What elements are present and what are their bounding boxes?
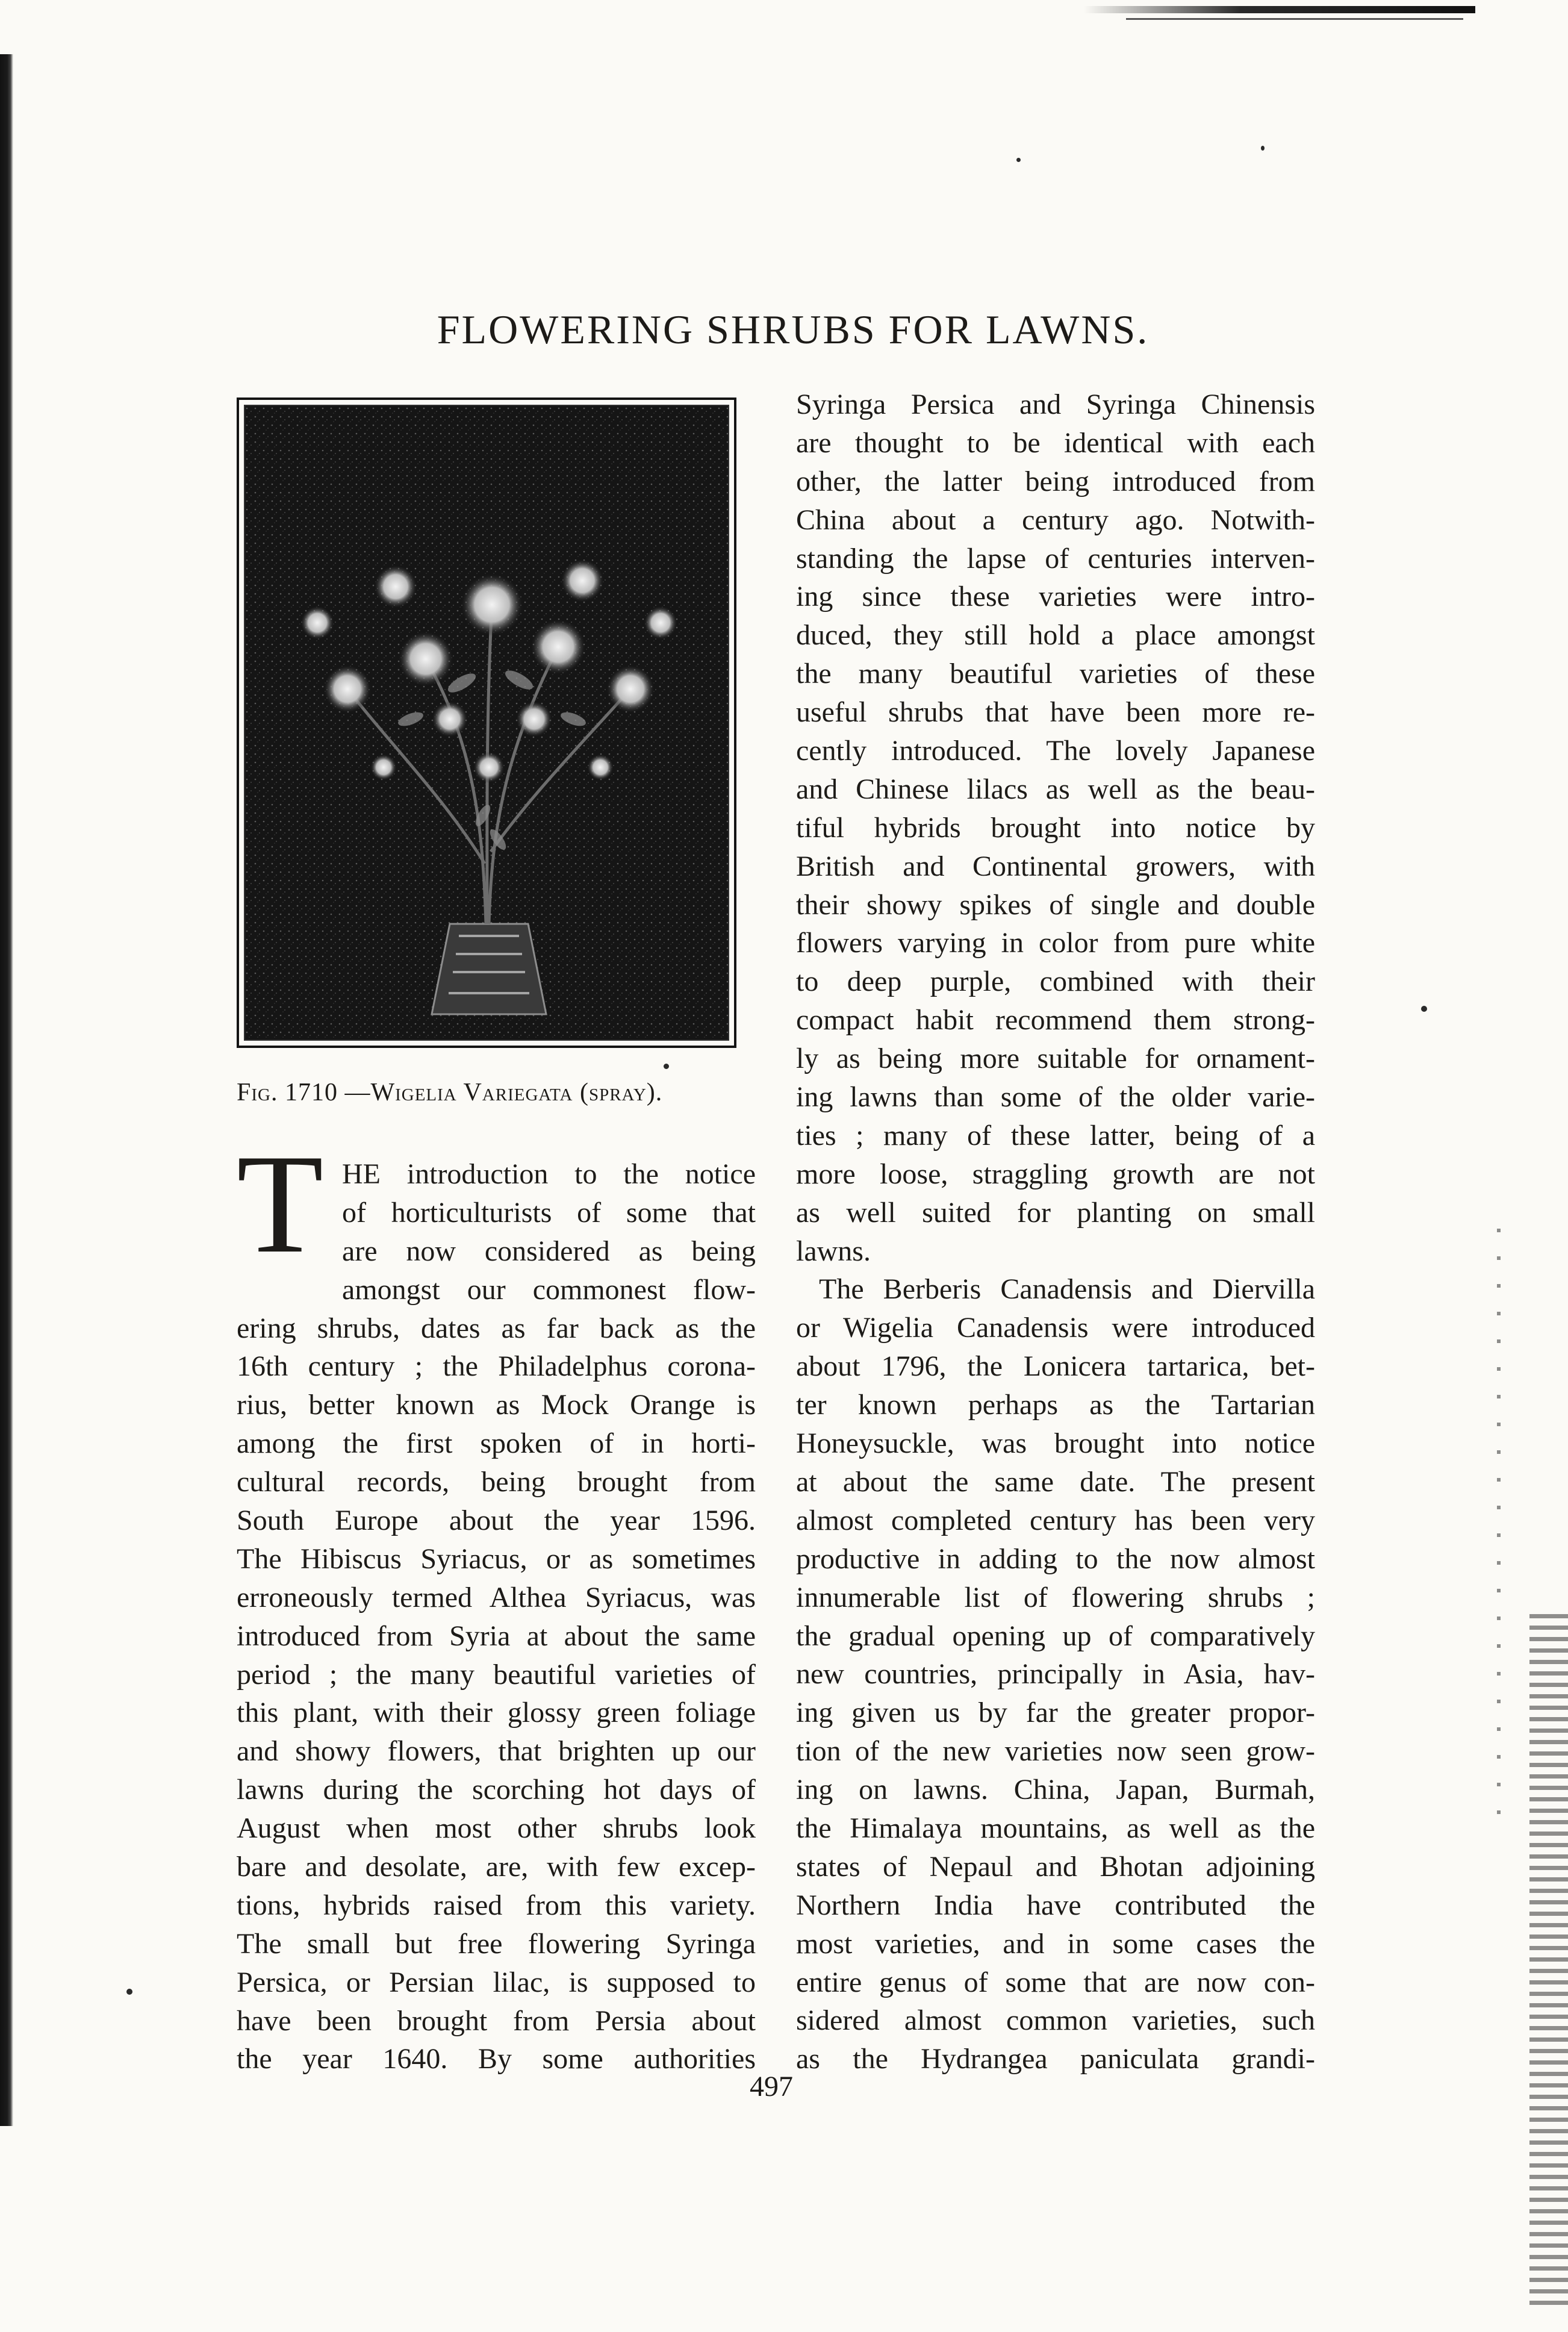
text-line: ly as being more suitable for ornament- — [796, 1043, 1315, 1075]
text-line: flowers varying in color from pure white — [796, 927, 1315, 959]
text-line: most varieties, and in some cases the — [796, 1927, 1315, 1960]
text-line: useful shrubs that have been more re- — [796, 696, 1315, 729]
text-line: and showy flowers, that brighten up our — [237, 1735, 756, 1768]
text-line: introduced from Syria at about the same — [237, 1620, 756, 1652]
text-line: sidered almost common varieties, such — [796, 2004, 1315, 2037]
text-line: ing lawns than some of the older varie- — [796, 1081, 1315, 1114]
text-line: Northern India have contributed the — [796, 1889, 1315, 1921]
text-line: ing on lawns. China, Japan, Burmah, — [796, 1774, 1315, 1806]
figure-caption-name: Wigelia Variegata (spray). — [370, 1079, 663, 1106]
text-line: of horticulturists of some that — [342, 1196, 756, 1229]
scan-edge-top-line — [1126, 18, 1463, 20]
text-line: 16th century ; the Philadelphus corona- — [237, 1350, 756, 1383]
text-line: are thought to be identical with each — [796, 426, 1315, 459]
text-line: ering shrubs, dates as far back as the — [237, 1312, 756, 1344]
text-line: China about a century ago. Notwith- — [796, 504, 1315, 536]
scan-edge-top — [1084, 6, 1475, 13]
text-line: the gradual opening up of comparatively — [796, 1620, 1315, 1652]
text-line: states of Nepaul and Bhotan adjoining — [796, 1850, 1315, 1883]
text-line: to deep purple, combined with their — [796, 965, 1315, 998]
text-line: ing given us by far the greater propor- — [796, 1697, 1315, 1729]
text-line: period ; the many beautiful varieties of — [237, 1658, 756, 1691]
scan-edge-right — [1529, 1614, 1568, 2307]
text-line: and Chinese lilacs as well as the beau- — [796, 773, 1315, 805]
text-line: at about the same date. The present — [796, 1465, 1315, 1498]
text-line: The Hibiscus Syriacus, or as sometimes — [237, 1542, 756, 1575]
text-line: tions, hybrids raised from this variety. — [237, 1889, 756, 1921]
figure-caption — [237, 1078, 754, 1107]
text-line: as well suited for planting on small — [796, 1196, 1315, 1229]
text-line: tiful hybrids brought into notice by — [796, 811, 1315, 844]
text-line: August when most other shrubs look — [237, 1812, 756, 1845]
text-line: have been brought from Persia about — [237, 2004, 756, 2037]
text-line: bare and desolate, are, with few excep- — [237, 1851, 756, 1883]
text-line: amongst our commonest flow- — [342, 1273, 756, 1306]
text-line: other, the latter being introduced from — [796, 465, 1315, 497]
text-line: their showy spikes of single and double — [796, 888, 1315, 921]
text-line: cently introduced. The lovely Japanese — [796, 735, 1315, 767]
figure-illustration — [237, 398, 736, 1048]
text-line: the many beautiful varieties of these — [796, 658, 1315, 690]
text-line: almost completed century has been very — [796, 1504, 1315, 1536]
text-line: as the Hydrangea paniculata grandi- — [796, 2043, 1315, 2075]
text-line: Persica, or Persian lilac, is supposed to — [237, 1966, 756, 1998]
text-line: The small but free flowering Syringa — [237, 1927, 756, 1960]
text-line: erroneously termed Althea Syriacus, was — [237, 1581, 756, 1613]
page-number: 497 — [750, 2071, 793, 2103]
text-line: compact habit recommend them strong- — [796, 1004, 1315, 1037]
text-line: tion of the new varieties now seen grow- — [796, 1735, 1315, 1768]
text-line: the year 1640. By some authorities — [237, 2043, 756, 2075]
text-line: about 1796, the Lonicera tartarica, bet- — [796, 1350, 1315, 1383]
text-line: ter known perhaps as the Tartarian — [796, 1389, 1315, 1421]
text-line: cultural records, being brought from — [237, 1466, 756, 1498]
text-line: South Europe about the year 1596. — [237, 1504, 756, 1537]
figure-caption-prefix: Fig. 1710 — — [237, 1079, 371, 1106]
scan-dots-right — [1497, 1229, 1501, 1831]
drop-cap-letter: T — [237, 1126, 324, 1283]
text-line: standing the lapse of centuries interven- — [796, 542, 1315, 575]
text-line: lawns. — [796, 1235, 871, 1267]
wigelia-spray-engraving — [245, 406, 729, 1041]
text-line: HE introduction to the notice — [342, 1158, 756, 1190]
text-line: Syringa Persica and Syringa Chinensis — [796, 388, 1315, 420]
text-line: The Berberis Canadensis and Diervilla — [819, 1273, 1315, 1306]
text-line: or Wigelia Canadensis were introduced — [796, 1312, 1315, 1344]
left-column-text — [237, 1155, 756, 2078]
scan-edge-left — [0, 54, 13, 2126]
text-line: productive in adding to the now almost — [796, 1542, 1315, 1575]
text-line: ing since these varieties were intro- — [796, 581, 1315, 613]
text-line: more loose, straggling growth are not — [796, 1158, 1315, 1190]
text-line: the Himalaya mountains, as well as the — [796, 1812, 1315, 1844]
text-line: innumerable list of flowering shrubs ; — [796, 1581, 1315, 1613]
text-line: new countries, principally in Asia, hav- — [796, 1658, 1315, 1691]
text-line: among the first spoken of in horti- — [237, 1427, 756, 1460]
text-line: rius, better known as Mock Orange is — [237, 1389, 756, 1421]
text-line: this plant, with their glossy green foliage — [237, 1697, 756, 1729]
text-line: are now considered as being — [342, 1235, 756, 1267]
text-line: ties ; many of these latter, being of a — [796, 1119, 1315, 1152]
text-line: entire genus of some that are now con- — [796, 1966, 1315, 1998]
flower-spray-image — [244, 405, 729, 1041]
text-line: lawns during the scorching hot days of — [237, 1774, 756, 1806]
text-line: duced, they still hold a place amongst — [796, 619, 1315, 652]
text-line: British and Continental growers, with — [796, 850, 1315, 882]
text-line: Honeysuckle, was brought into notice — [796, 1427, 1315, 1460]
page-title: FLOWERING SHRUBS FOR LAWNS. — [437, 306, 1150, 352]
right-column-text — [796, 385, 1315, 2078]
